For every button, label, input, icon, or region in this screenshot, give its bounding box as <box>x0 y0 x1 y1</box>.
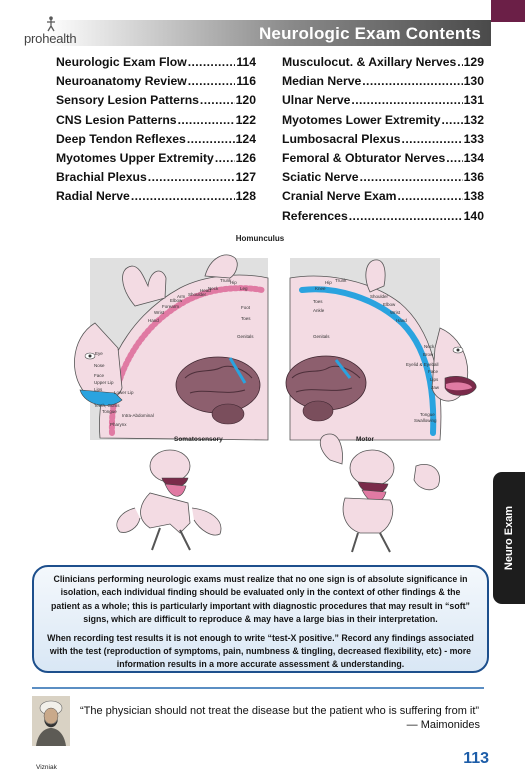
sensory-part-label: Face <box>94 373 105 378</box>
motor-part-label: Hand <box>396 318 407 323</box>
toc-leader-dots <box>178 113 235 127</box>
figure-title: Homunculus <box>235 234 285 243</box>
toc-entry-label: Ulnar Nerve <box>282 93 351 108</box>
toc-entry[interactable] <box>282 93 484 112</box>
quote-text: “The physician should not treat the disease but the patient who is suffering from it” <box>80 705 480 717</box>
toc-entry-label: Sciatic Nerve <box>282 170 359 185</box>
toc-entry-page: 126 <box>235 150 256 165</box>
sensory-part-label: Toes <box>241 316 251 321</box>
note-paragraph: When recording test results it is not enough to write “test-X positive.” Record any findings associated with the test (reproduction of symptoms, pain, numbness & tingling, decreased flexibility, etc) - more information results in a more accurate assessment & understanding. <box>47 632 474 670</box>
toc-entry[interactable] <box>282 209 484 228</box>
toc-entry-page: 131 <box>463 93 484 108</box>
somatosensory-label: Somatosensory <box>174 436 223 443</box>
sensory-part-label: Head <box>200 288 211 293</box>
toc-leader-dots <box>457 55 462 69</box>
toc-entry-label: Femoral & Obturator Nerves <box>282 150 446 165</box>
toc-entry[interactable] <box>56 55 256 74</box>
toc-entry[interactable] <box>56 151 256 170</box>
motor-part-label: Shoulder <box>370 294 389 299</box>
toc-entry-page: 116 <box>236 74 256 89</box>
motor-part-label: Hip <box>325 280 332 285</box>
sensory-part-label: Arm <box>177 294 186 299</box>
sensory-part-label: Pharynx <box>110 422 127 427</box>
logo-text: prohealth <box>24 31 77 46</box>
toc-entry-label: Lumbosacral Plexus <box>282 131 401 146</box>
toc-entry-label: Myotomes Lower Extremity <box>282 112 441 127</box>
sensory-part-label: Leg <box>240 286 248 291</box>
sensory-part-label: Hip <box>230 280 237 285</box>
toc-left-column <box>56 55 256 209</box>
toc-entry-page: 132 <box>463 112 484 127</box>
toc-leader-dots <box>362 74 462 88</box>
sensory-homunculus-drawing <box>117 450 221 550</box>
toc-entry-page: 133 <box>463 131 484 146</box>
clinical-note-box <box>32 565 489 673</box>
section-tab-neuro-exam[interactable] <box>493 472 525 604</box>
toc-entry-page: 138 <box>463 189 484 204</box>
motor-part-label: Neck <box>424 344 435 349</box>
toc-entry-page: 128 <box>235 189 256 204</box>
prohealth-logo <box>24 30 76 50</box>
maimonides-portrait <box>32 696 70 746</box>
motor-part-label: Knee <box>315 286 326 291</box>
toc-entry-label: Neuroanatomy Review <box>56 74 187 89</box>
sensory-part-label: Intra-Abdominal <box>122 413 154 418</box>
toc-entry-page: 127 <box>235 170 256 185</box>
motor-part-label: Face <box>428 369 439 374</box>
sensory-part-label: Foot <box>241 305 251 310</box>
sensory-part-label: Tongue <box>102 409 117 414</box>
toc-leader-dots <box>131 189 235 203</box>
toc-entry-label: Sensory Lesion Patterns <box>56 93 199 108</box>
toc-leader-dots <box>446 151 462 165</box>
motor-part-label: Eyelid & Eyeball <box>406 362 439 367</box>
toc-entry-label: CNS Lesion Patterns <box>56 112 177 127</box>
motor-part-label: Trunk <box>335 278 347 283</box>
section-tab-label: Neuro Exam <box>503 505 515 571</box>
toc-entry-label: Myotomes Upper Extremity <box>56 150 214 165</box>
note-paragraph: Clinicians performing neurologic exams must realize that no one sign is of absolute significance in isolation, each individual finding should be evaluated only in the context of other findings & the patient as a whole; this is particularly important with diagnostic procedures that may result in “soft” signs, which are difficult to reproduce & may have a large bias in their interpretation. <box>51 574 470 625</box>
toc-entry-page: 134 <box>463 150 484 165</box>
toc-entry[interactable] <box>56 93 256 112</box>
sensory-part-label: Lips <box>94 387 103 392</box>
footer-author: Vizniak <box>36 764 57 771</box>
sensory-part-label: Teeth, Gums <box>94 403 120 408</box>
toc-leader-dots <box>215 151 235 165</box>
sensory-part-label: Genitals <box>237 334 254 339</box>
quote-author: ― Maimonides <box>406 719 480 731</box>
sensory-part-label: Hand <box>148 318 159 323</box>
toc-entry[interactable] <box>282 151 484 170</box>
quote-divider <box>32 687 484 689</box>
motor-part-label: Lips <box>430 377 439 382</box>
toc-entry[interactable] <box>282 189 484 208</box>
toc-entry[interactable] <box>282 132 484 151</box>
page-number: 113 <box>463 750 489 767</box>
toc-leader-dots <box>351 93 462 107</box>
toc-entry-label: Radial Nerve <box>56 189 130 204</box>
toc-entry-label: Musculocut. & Axillary Nerves <box>282 55 457 69</box>
toc-entry-label: Brachial Plexus <box>56 170 147 185</box>
toc-leader-dots <box>441 113 462 127</box>
toc-entry-page: 140 <box>463 208 484 223</box>
toc-entry[interactable] <box>282 113 484 132</box>
page-header <box>0 0 525 50</box>
sensory-part-label: Neck <box>208 286 219 291</box>
sensory-part-label: Upper Lip <box>94 380 114 385</box>
toc-leader-dots <box>188 74 236 88</box>
toc-entry-page: 122 <box>235 112 256 127</box>
toc-entry[interactable] <box>56 189 256 208</box>
corner-color-block <box>491 0 525 22</box>
sensory-part-label: Trunk <box>220 278 232 283</box>
motor-part-label: Genitals <box>313 334 330 339</box>
toc-leader-dots <box>398 189 463 203</box>
toc-entry[interactable] <box>282 170 484 189</box>
motor-part-label: Jaw <box>431 385 440 390</box>
page-title: Neurologic Exam Contents <box>258 24 481 43</box>
homunculus-figure <box>40 228 480 558</box>
toc-entry[interactable] <box>56 74 256 93</box>
sensory-part-label: Eye <box>95 351 103 356</box>
sensory-part-label: Elbow <box>170 298 183 303</box>
toc-entry-label: Cranial Nerve Exam <box>282 189 397 204</box>
sensory-part-label: Forearm <box>162 304 180 309</box>
toc-entry[interactable] <box>282 74 484 93</box>
toc-entry[interactable] <box>56 170 256 189</box>
toc-entry-label: Median Nerve <box>282 74 362 89</box>
motor-part-label: Brow <box>423 352 434 357</box>
toc-entry-page: 120 <box>235 93 256 108</box>
toc-leader-dots <box>187 132 235 146</box>
toc-entry[interactable] <box>56 132 256 151</box>
motor-part-label: Wrist <box>390 310 401 315</box>
toc-entry-page: 130 <box>463 74 484 89</box>
toc-entry-page: 136 <box>463 170 484 185</box>
toc-entry-page: 114 <box>236 55 256 69</box>
motor-part-label: Ankle <box>313 308 325 313</box>
toc-entry[interactable] <box>56 113 256 132</box>
toc-leader-dots <box>349 209 463 223</box>
toc-entry[interactable] <box>282 55 484 74</box>
toc-leader-dots <box>402 132 463 146</box>
logo-figure-icon <box>45 16 57 32</box>
toc-entry-label: References <box>282 208 348 223</box>
sensory-part-label: Wrist <box>154 310 165 315</box>
motor-label: Motor <box>356 436 375 443</box>
motor-homunculus-drawing <box>320 434 439 552</box>
toc-leader-dots <box>360 170 463 184</box>
toc-leader-dots <box>200 93 235 107</box>
toc-right-column <box>282 55 484 228</box>
sensory-part-label: Lower Lip <box>114 390 134 395</box>
toc-entry-page: 129 <box>463 55 484 69</box>
toc-entry-label: Neurologic Exam Flow <box>56 55 187 69</box>
toc-entry-label: Deep Tendon Reflexes <box>56 131 186 146</box>
neuron-icon <box>495 24 519 44</box>
homunculus-illustration <box>40 228 480 558</box>
toc-entry-page: 124 <box>235 131 256 146</box>
toc-leader-dots <box>148 170 235 184</box>
motor-part-label: Toes <box>313 299 323 304</box>
motor-part-label: Elbow <box>383 302 396 307</box>
sensory-part-label: Shoulder <box>188 292 207 297</box>
toc-leader-dots <box>188 55 236 69</box>
motor-part-label: Tongue <box>420 412 435 417</box>
sensory-part-label: Nose <box>94 363 105 368</box>
motor-part-label: Swallowing <box>414 418 437 423</box>
